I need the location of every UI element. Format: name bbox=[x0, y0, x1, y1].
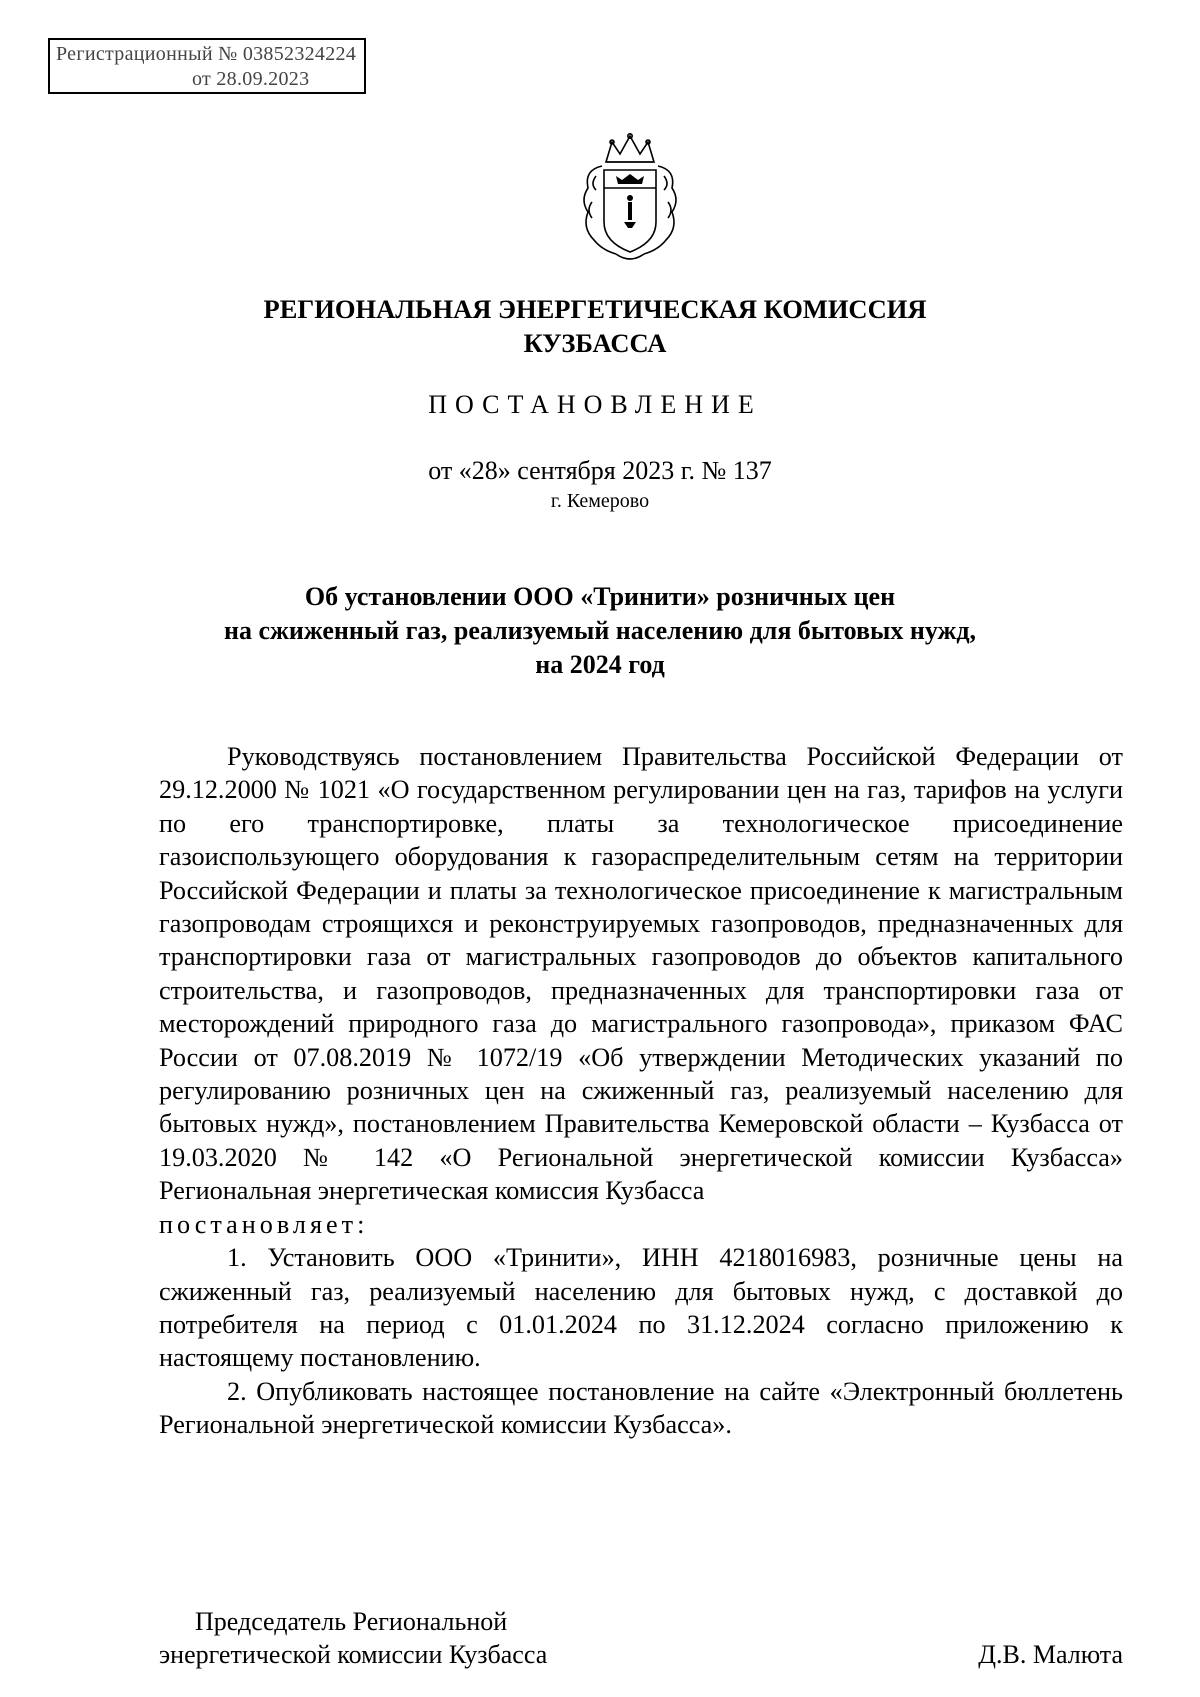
preamble-paragraph: Руководствуясь постановлением Правительства Российской Федерации от 29.12.2000 № 1021 «О государственном регулировании цен на газ, тарифов на услуги по его транспортировке, платы за технологическое присоединение газоиспользующего оборудования к газораспределительным сетям на территории Российской Федерации и платы за технологическое присоединение к магистральным газопроводам строящихся и реконструируемых газопроводов, предназначенных для транспортировки газа от магистральных газопроводов до объектов капитального строительства, и газопроводов, предназначенных для транспортировки газа от месторождений природного газа до магистрального газопровода», приказом ФАС России от 07.08.2019 № 1072/19 «Об утверждении Методических указаний по регулированию розничных цен на сжиженный газ, реализуемый населению для бытовых нужд», постановлением Правительства Кемеровской области – Кузбасса от 19.03.2020 № 142 «О Региональной энергетической комиссии Кузбасса» Региональная энергетическая комиссия Кузбасса bbox=[159, 742, 1123, 1206]
resolution-item-1: 1. Установить ООО «Тринити», ИНН 4218016983, розничные цены на сжиженный газ, реализуемый населению для бытовых нужд, с доставкой до потребителя на период с 01.01.2024 по 31.12.2024 согласно приложению к настоящему постановлению. bbox=[159, 1243, 1123, 1373]
document-date-number: от «28» сентября 2023 г. № 137 bbox=[428, 456, 772, 485]
organization-title bbox=[200, 292, 990, 360]
subject-line3: на 2024 год bbox=[535, 650, 665, 679]
registration-stamp bbox=[48, 38, 366, 94]
signatory-name: Д.В. Малюта bbox=[978, 1640, 1123, 1669]
signatory-role-line1: Председатель Региональной bbox=[195, 1607, 508, 1636]
subject-line2: на сжиженный газ, реализуемый населению для бытовых нужд, bbox=[223, 616, 977, 645]
decides-keyword: постановляет: bbox=[159, 1209, 369, 1239]
registration-number: Регистрационный № 03852324224 bbox=[56, 43, 357, 65]
signature-block bbox=[159, 1605, 1123, 1671]
subject-line1: Об установлении ООО «Тринити» розничных цен bbox=[304, 582, 896, 611]
document-subject bbox=[160, 580, 1040, 682]
resolution-item-2: 2. Опубликовать настоящее постановление на сайте «Электронный бюллетень Региональной энергетической комиссии Кузбасса». bbox=[159, 1376, 1123, 1440]
document-type: ПОСТАНОВЛЕНИЕ bbox=[428, 390, 762, 419]
signatory-role-line2: энергетической комиссии Кузбасса bbox=[159, 1640, 548, 1669]
document-city: г. Кемерово bbox=[550, 490, 650, 512]
document-body bbox=[159, 740, 1123, 1442]
organization-title-line2: КУЗБАССА bbox=[523, 328, 667, 358]
registration-date: от 28.09.2023 bbox=[192, 68, 310, 90]
organization-title-line1: РЕГИОНАЛЬНАЯ ЭНЕРГЕТИЧЕСКАЯ КОМИССИЯ bbox=[263, 294, 927, 324]
coat-of-arms-kuzbass-icon bbox=[576, 130, 684, 266]
